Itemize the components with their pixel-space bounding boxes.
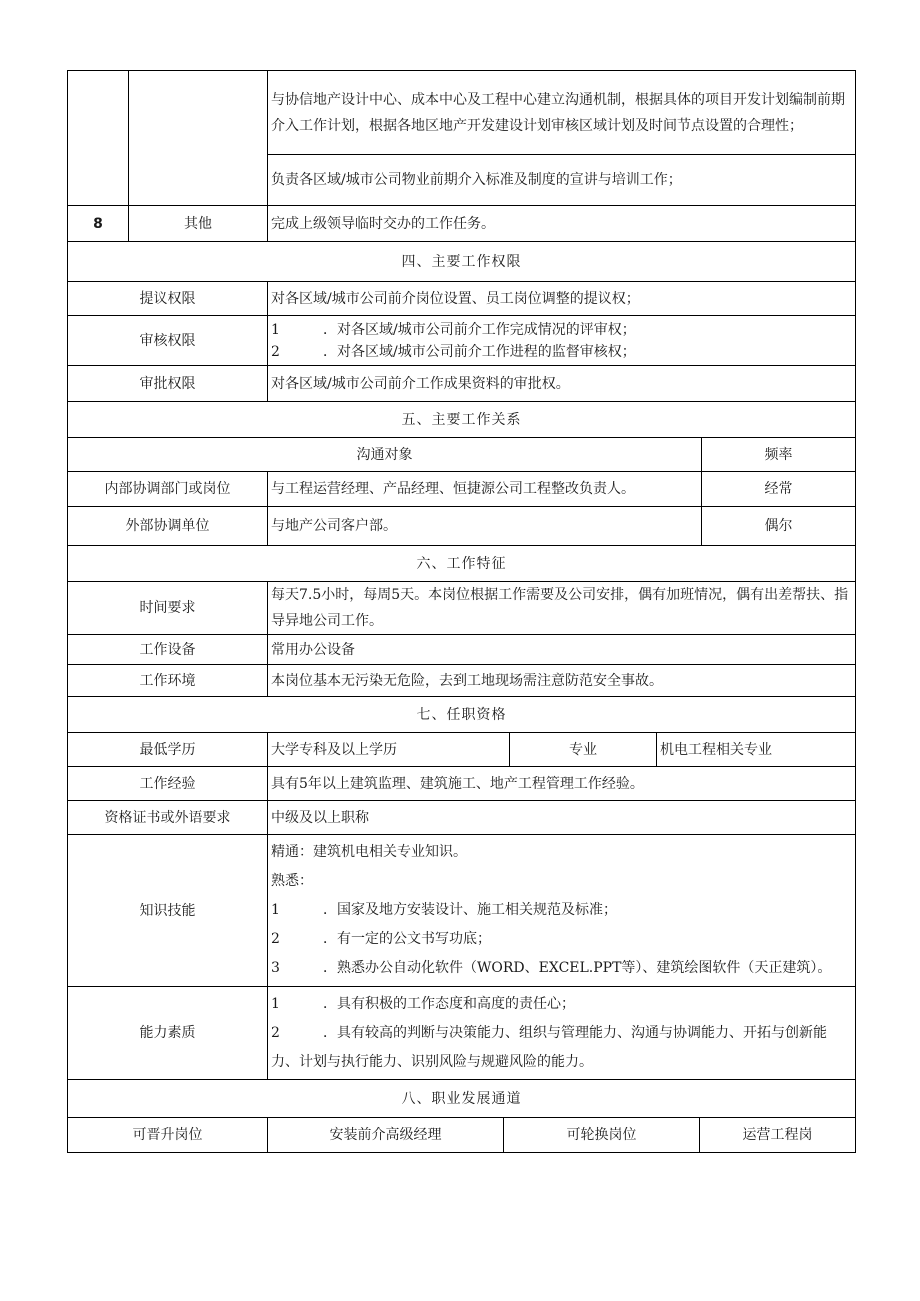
time-requirement-text: 每天7.5小时，每周5天。本岗位根据工作需要及公司安排，偶有加班情况，偶有出差帮扶、指导异地公司工作。 bbox=[268, 582, 856, 635]
time-requirement-label: 时间要求 bbox=[68, 582, 268, 635]
duty-other-label: 其他 bbox=[129, 206, 268, 242]
rotation-text: 运营工程岗 bbox=[700, 1118, 856, 1153]
list-item: 3 ．熟悉办公自动化软件（WORD、EXCEL.PPT等）、建筑绘图软件（天正建筑）。 bbox=[271, 960, 832, 976]
rotation-label: 可轮换岗位 bbox=[504, 1118, 700, 1153]
duty-training-text: 负责各区域/城市公司物业前期介入标准及制度的宣讲与培训工作； bbox=[268, 155, 856, 206]
relations-frequency-header: 频率 bbox=[702, 438, 856, 472]
section-features-title: 六、工作特征 bbox=[68, 546, 856, 582]
external-relations-frequency: 偶尔 bbox=[702, 507, 856, 546]
list-item: 1 ．具有积极的工作态度和高度的责任心； bbox=[271, 995, 575, 1012]
promotion-text: 安装前介高级经理 bbox=[268, 1118, 504, 1153]
job-description-table bbox=[67, 70, 856, 1153]
environment-text: 本岗位基本无污染无危险，去到工地现场需注意防范安全事故。 bbox=[268, 665, 856, 697]
list-item: 1 ．国家及地方安装设计、施工相关规范及标准； bbox=[271, 902, 617, 918]
review-authority-label: 审核权限 bbox=[68, 316, 268, 366]
list-item: 2 ．具有较高的判断与决策能力、组织与管理能力、沟通与协调能力、开拓与创新能力、计划与执行能力、识别风险与规避风险的能力。 bbox=[271, 1024, 827, 1070]
duty-coordination-text: 与协信地产设计中心、成本中心及工程中心建立沟通机制，根据具体的项目开发计划编制前期介入工作计划，根据各地区地产开发建设计划审核区域计划及时间节点设置的合理性； bbox=[268, 71, 856, 155]
internal-relations-frequency: 经常 bbox=[702, 472, 856, 507]
section-career-title: 八、职业发展通道 bbox=[68, 1080, 856, 1118]
review-authority-list bbox=[268, 316, 856, 366]
duty-other-text: 完成上级领导临时交办的工作任务。 bbox=[268, 206, 856, 242]
education-label: 最低学历 bbox=[68, 733, 268, 767]
experience-label: 工作经验 bbox=[68, 767, 268, 801]
relations-object-header: 沟通对象 bbox=[68, 438, 702, 472]
external-relations-label: 外部协调单位 bbox=[68, 507, 268, 546]
approve-authority-label: 审批权限 bbox=[68, 366, 268, 402]
duty-row-coordination bbox=[68, 71, 856, 155]
ability-label: 能力素质 bbox=[68, 987, 268, 1080]
equipment-text: 常用办公设备 bbox=[268, 635, 856, 665]
section-authority-title: 四、主要工作权限 bbox=[68, 242, 856, 282]
skills-familiar: 熟悉： bbox=[271, 873, 313, 889]
skills-master: 精通：建筑机电相关专业知识。 bbox=[271, 844, 467, 860]
certificate-text: 中级及以上职称 bbox=[268, 801, 856, 835]
section-qualifications-title: 七、任职资格 bbox=[68, 697, 856, 733]
major-text: 机电工程相关专业 bbox=[657, 733, 856, 767]
propose-authority-text: 对各区域/城市公司前介岗位设置、员工岗位调整的提议权； bbox=[268, 282, 856, 316]
list-item: 2 ．有一定的公文书写功底； bbox=[271, 931, 491, 947]
experience-text: 具有5年以上建筑监理、建筑施工、地产工程管理工作经验。 bbox=[268, 767, 856, 801]
ability-list bbox=[268, 987, 856, 1080]
duty-label-cell bbox=[129, 71, 268, 206]
approve-authority-text: 对各区域/城市公司前介工作成果资料的审批权。 bbox=[268, 366, 856, 402]
list-item: 1 ．对各区域/城市公司前介工作完成情况的评审权； bbox=[271, 321, 636, 338]
duty-row-other bbox=[68, 206, 856, 242]
major-label: 专业 bbox=[510, 733, 657, 767]
duty-number: 8 bbox=[68, 206, 129, 242]
section-relations-title: 五、主要工作关系 bbox=[68, 402, 856, 438]
internal-relations-label: 内部协调部门或岗位 bbox=[68, 472, 268, 507]
education-text: 大学专科及以上学历 bbox=[268, 733, 510, 767]
external-relations-text: 与地产公司客户部。 bbox=[268, 507, 702, 546]
certificate-label: 资格证书或外语要求 bbox=[68, 801, 268, 835]
internal-relations-text: 与工程运营经理、产品经理、恒捷源公司工程整改负责人。 bbox=[268, 472, 702, 507]
skills-label: 知识技能 bbox=[68, 835, 268, 987]
skills-list bbox=[268, 835, 856, 987]
list-item: 2 ．对各区域/城市公司前介工作进程的监督审核权； bbox=[271, 343, 636, 360]
promotion-label: 可晋升岗位 bbox=[68, 1118, 268, 1153]
propose-authority-label: 提议权限 bbox=[68, 282, 268, 316]
environment-label: 工作环境 bbox=[68, 665, 268, 697]
equipment-label: 工作设备 bbox=[68, 635, 268, 665]
duty-number-cell bbox=[68, 71, 129, 206]
